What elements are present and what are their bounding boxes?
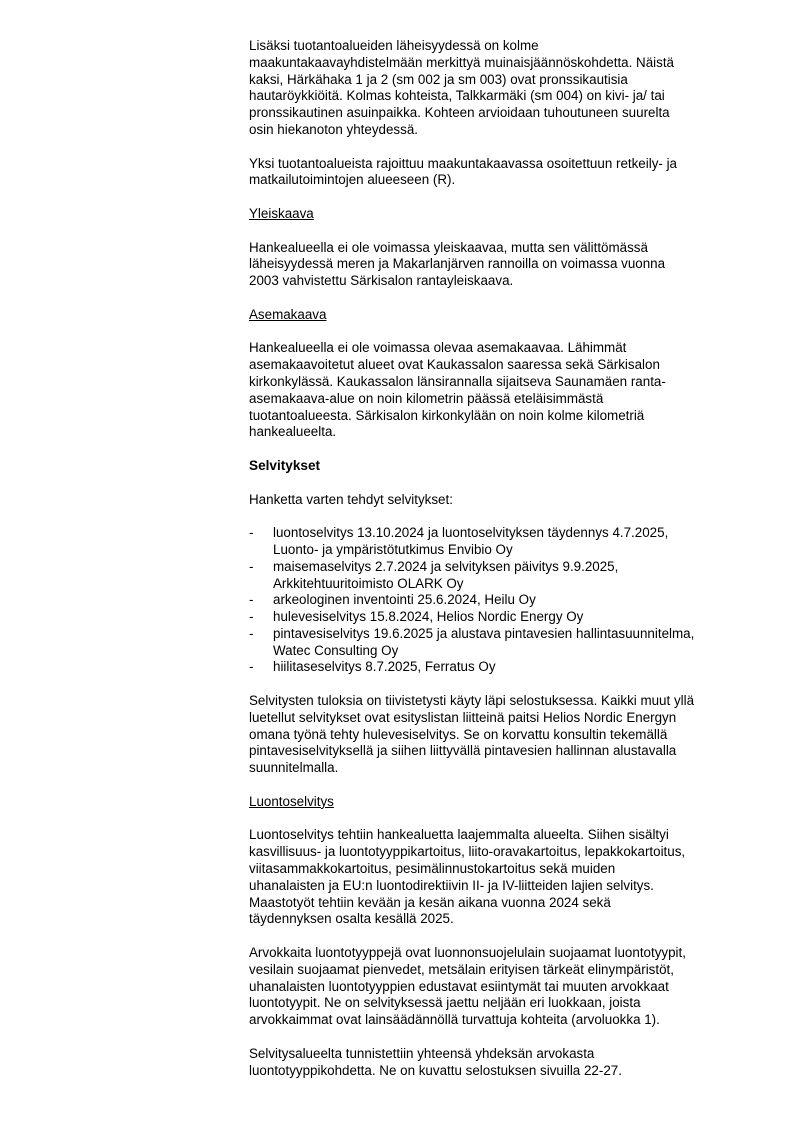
paragraph-yleiskaava — [249, 240, 749, 290]
text-line: Luonto- ja ympäristötutkimus Envibio Oy — [273, 541, 513, 557]
text-line: Hankealueella ei ole voimassa yleiskaavaa, mutta sen välittömässä — [249, 239, 648, 255]
text-line: viitasammakkokartoitus, pesimälinnustokartoitus sekä muiden — [249, 861, 616, 877]
text-line: maakuntakaavayhdistelmään merkittyä muinaisjäännöskohdetta. Näistä — [249, 54, 675, 70]
paragraph-survey-results — [249, 693, 749, 777]
text-line: Maastotyöt tehtiin kevään ja kesän aikana vuonna 2024 sekä — [249, 894, 611, 910]
text-line: arvokkaimmat ovat lainsäädännöllä turvattuja kohteita (arvoluokka 1). — [249, 1012, 660, 1028]
text-line: uhanalaisten luontotyyppien edustavat esiintymät tai muuten arvokkaat — [249, 978, 669, 994]
text-line: maisemaselvitys 2.7.2024 ja selvityksen päivitys 9.9.2025, — [273, 558, 619, 574]
text-line: täydennyksen osalta kesällä 2025. — [249, 911, 454, 927]
text-line: arkeologinen inventointi 25.6.2024, Heilu Oy — [273, 592, 536, 608]
text-line: Hanketta varten tehdyt selvitykset: — [249, 491, 453, 507]
text-line: Luontoselvitys tehtiin hankealuetta laajemmalta alueelta. Siihen sisältyi — [249, 827, 669, 843]
list-item — [249, 559, 749, 593]
section-heading-yleiskaava — [249, 206, 749, 223]
text-line: Yksi tuotantoalueista rajoittuu maakuntakaavassa osoitettuun retkeily- ja — [249, 155, 677, 171]
heading-selvitykset: Selvitykset — [249, 457, 321, 473]
text-line: läheisyydessä meren ja Makarlanjärven rannoilla on voimassa vuonna — [249, 256, 666, 272]
list-item — [249, 659, 749, 676]
list-bullet: - — [249, 525, 254, 541]
text-line: hautaröykkiöitä. Kolmas kohteista, Talkkarmäki (sm 004) on kivi- ja/ tai — [249, 88, 665, 104]
text-line: vesilain suojaamat pienvedet, metsälain erityisen tärkeät elinympäristöt, — [249, 961, 674, 977]
paragraph-selvitykset-intro — [249, 492, 749, 509]
section-heading-asemakaava — [249, 307, 749, 324]
survey-list — [249, 525, 749, 676]
text-line: Selvitysalueelta tunnistettiin yhteensä yhdeksän arvokasta — [249, 1045, 595, 1061]
paragraph-luontoselvitys — [249, 827, 749, 928]
text-line: asemakaavoitetut alueet ovat Kaukassalon saaressa sekä Särkisalon — [249, 357, 660, 373]
text-line: kirkonkylässä. Kaukassalon länsirannalla sijaitseva Saunamäen ranta- — [249, 373, 666, 389]
list-item — [249, 592, 749, 609]
paragraph-habitat-count — [249, 1046, 749, 1080]
text-line: 2003 vahvistettu Särkisalon rantayleiskaava. — [249, 273, 514, 289]
text-line: pintavesiselvityksellä ja siihen liittyvällä pintavesien hallinnan alustavalla — [249, 743, 677, 759]
section-heading-luontoselvitys — [249, 794, 749, 811]
text-line: omana työnä tehty hulevesiselvitys. Se on korvattu konsultin tekemällä — [249, 726, 668, 742]
text-line: luontoselvitys 13.10.2024 ja luontoselvityksen täydennys 4.7.2025, — [273, 525, 669, 541]
heading-asemakaava: Asemakaava — [249, 306, 327, 322]
text-line: Watec Consulting Oy — [273, 642, 399, 658]
text-line: Lisäksi tuotantoalueiden läheisyydessä on kolme — [249, 38, 539, 53]
heading-yleiskaava: Yleiskaava — [249, 205, 314, 221]
list-item — [249, 626, 749, 660]
text-line: kasvillisuus- ja luontotyyppikartoitus, liito-oravakartoitus, lepakkokartoitus, — [249, 844, 686, 860]
document-page — [249, 38, 749, 1096]
text-line: osin hiekanoton yhteydessä. — [249, 121, 418, 137]
text-line: luetellut selvitykset ovat esityslistan liitteinä paitsi Helios Nordic Energyn — [249, 709, 677, 725]
text-line: pronssikautinen asuinpaikka. Kohteen arvioidaan tuhoutuneen suurelta — [249, 105, 670, 121]
paragraph-asemakaava — [249, 340, 749, 441]
text-line: hankealueelta. — [249, 424, 337, 440]
text-line: suunnitelmalla. — [249, 760, 339, 776]
text-line: hulevesiselvitys 15.8.2024, Helios Nordic Energy Oy — [273, 609, 584, 625]
text-line: luontotyyppikohdetta. Ne on kuvattu selostuksen sivuilla 22-27. — [249, 1062, 622, 1078]
text-line: matkailutoimintojen alueeseen (R). — [249, 172, 456, 188]
text-line: kaksi, Härkähaka 1 ja 2 (sm 002 ja sm 003) ovat pronssikautisia — [249, 71, 628, 87]
text-line: tuotantoalueesta. Särkisalon kirkonkylään on noin kolme kilometriä — [249, 407, 645, 423]
paragraph-valuable-habitats — [249, 945, 749, 1029]
text-line: Hankealueella ei ole voimassa olevaa asemakaavaa. Lähimmät — [249, 340, 627, 356]
paragraph-recreation-area — [249, 156, 749, 190]
heading-luontoselvitys: Luontoselvitys — [249, 793, 334, 809]
paragraph-heritage-sites — [249, 38, 749, 139]
text-line: asemakaava-alue on noin kilometrin päässä eteläisimmästä — [249, 390, 604, 406]
text-line: Arkkitehtuuritoimisto OLARK Oy — [273, 575, 464, 591]
text-line: pintavesiselvitys 19.6.2025 ja alustava pintavesien hallintasuunnitelma, — [273, 625, 695, 641]
list-bullet: - — [249, 659, 254, 675]
section-heading-selvitykset — [249, 458, 749, 475]
list-bullet: - — [249, 592, 254, 608]
list-bullet: - — [249, 558, 254, 574]
list-bullet: - — [249, 625, 254, 641]
text-line: Selvitysten tuloksia on tiivistetysti käyty läpi selostuksessa. Kaikki muut yllä — [249, 693, 695, 709]
text-line: luontotyypit. Ne on selvityksessä jaettu neljään eri luokkaan, joista — [249, 995, 641, 1011]
text-line: hiilitaseselvitys 8.7.2025, Ferratus Oy — [273, 659, 496, 675]
text-line: Arvokkaita luontotyyppejä ovat luonnonsuojelulain suojaamat luontotyypit, — [249, 945, 686, 961]
list-item — [249, 525, 749, 559]
list-bullet: - — [249, 609, 254, 625]
list-item — [249, 609, 749, 626]
text-line: uhanalaisten ja EU:n luontodirektiivin II- ja IV-liitteiden lajien selvitys. — [249, 877, 654, 893]
